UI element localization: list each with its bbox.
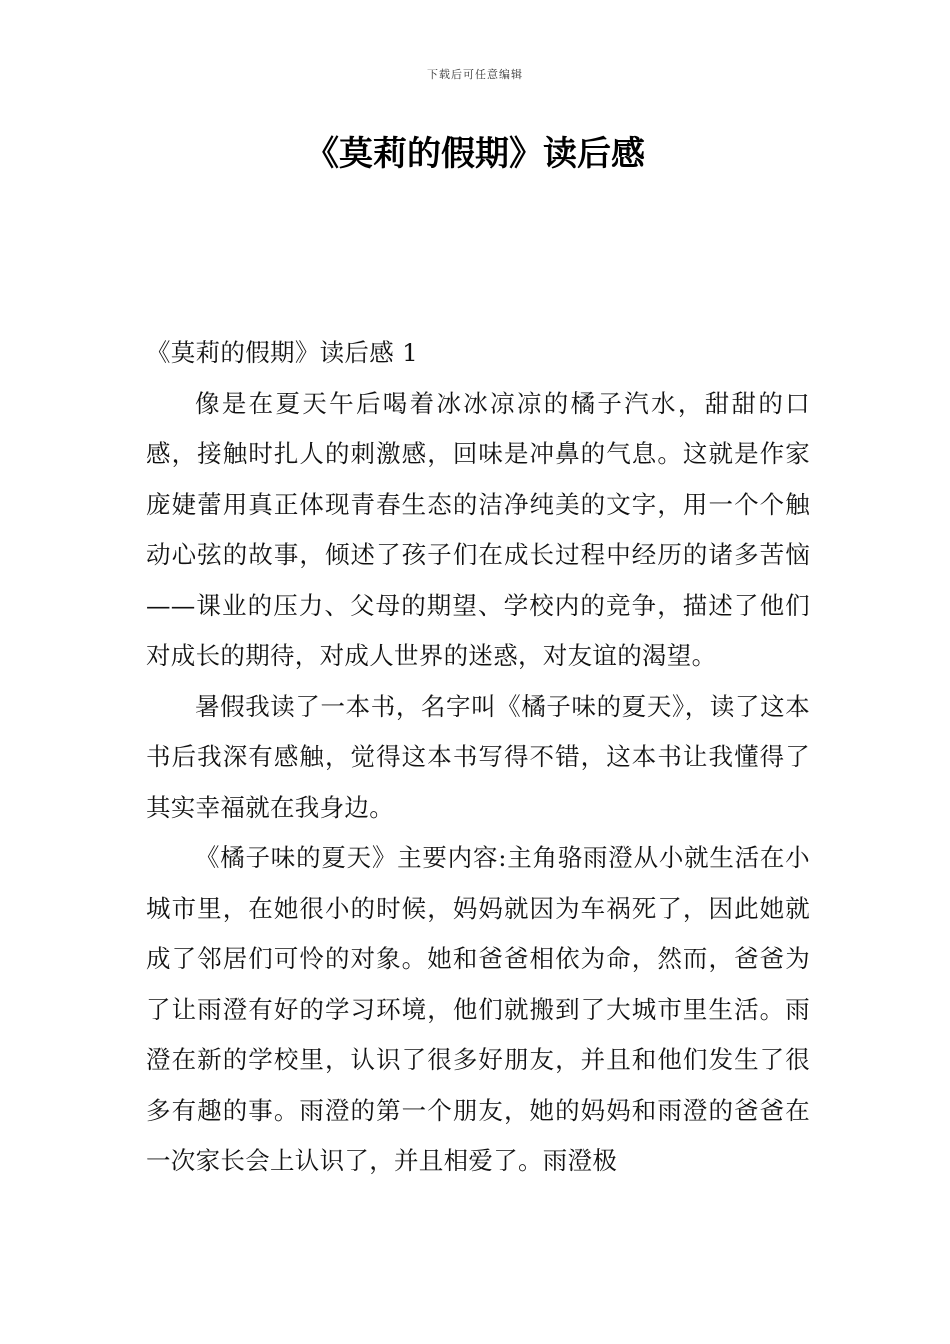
section-heading: 《莫莉的假期》读后感 1 — [146, 338, 418, 367]
document-title: 《莫莉的假期》读后感 — [305, 134, 645, 174]
paragraph-1: 像是在夏天午后喝着冰冰凉凉的橘子汽水，甜甜的口感，接触时扎人的刺激感，回味是冲鼻的气息。这就是作家庞婕蕾用真正体现青春生态的洁净纯美的文字，用一个个触动心弦的故事，倾述了孩子们在成长过程中经历的诸多苦恼——课业的压力、父母的期望、学校内的竞争，描述了他们对成长的期待，对成人世界的迷惑，对友谊的渴望。 — [146, 388, 810, 670]
header-note: 下载后可任意编辑 — [427, 68, 523, 81]
paragraph-2: 暑假我读了一本书，名字叫《橘子味的夏天》，读了这本书后我深有感触，觉得这本书写得不错，这本书让我懂得了其实幸福就在我身边。 — [146, 691, 810, 822]
paragraph-3: 《橘子味的夏天》主要内容:主角骆雨澄从小就生活在小城市里，在她很小的时候，妈妈就因为车祸死了，因此她就成了邻居们可怜的对象。她和爸爸相依为命，然而，爸爸为了让雨澄有好的学习环境，他们就搬到了大城市里生活。雨澄在新的学校里，认识了很多好朋友，并且和他们发生了很多有趣的事。雨澄的第一个朋友，她的妈妈和雨澄的爸爸在一次家长会上认识了，并且相爱了。雨澄极 — [146, 843, 810, 1175]
document-body — [146, 328, 810, 1187]
